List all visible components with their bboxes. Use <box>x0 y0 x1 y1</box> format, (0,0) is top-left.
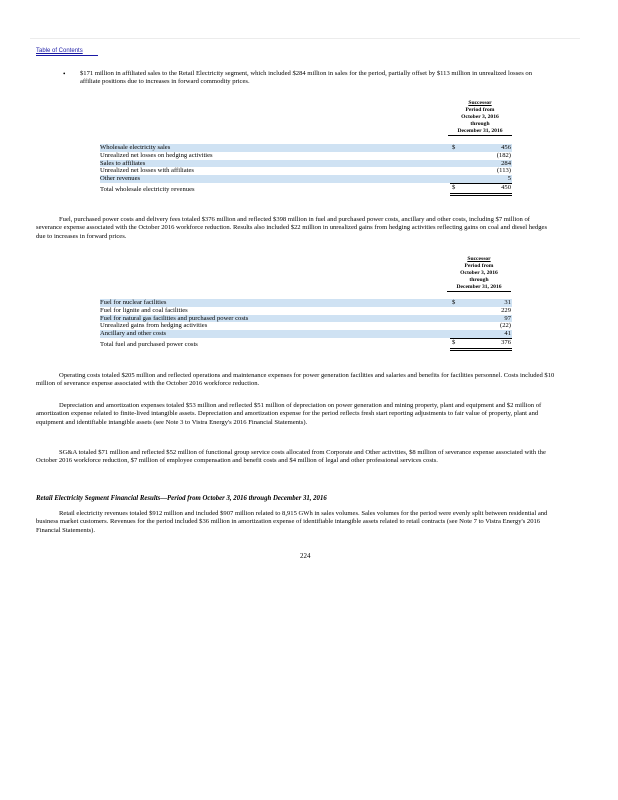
top-rule <box>30 38 580 39</box>
row-label: Total fuel and purchased power costs <box>100 341 198 349</box>
row-label: Fuel for lignite and coal facilities <box>100 306 188 314</box>
table-of-contents-link[interactable]: Table of Contents <box>36 48 83 54</box>
table1-header-line: through <box>470 121 490 127</box>
table-row <box>100 167 512 175</box>
table2-header-line: Period from <box>464 263 494 269</box>
fuel-paragraph: Fuel, purchased power costs and delivery fees totaled $376 million and reflected $398 million in fuel and purchased power costs, ancillary and other costs, including $7 million of severance expense associated with the October 2016 workforce reduction. Results also included $22 million in unrealized gains from hedging activities reflecting gains on coal and diesel hedges due to increases in forward prices. <box>36 216 548 240</box>
bullet-paragraph: $171 million in affiliated sales to the Retail Electricity segment, which included $284 million in sales for the period, partially offset by $113 million in unrealized losses on affiliate positions due to increases in forward commodity prices. <box>80 70 533 86</box>
row-currency <box>450 315 464 323</box>
row-currency: $ <box>450 299 464 307</box>
row-label: Other revenues <box>100 175 450 183</box>
row-value: 31 <box>464 299 512 307</box>
row-label: Total wholesale electricity revenues <box>100 186 195 194</box>
table1-header <box>448 100 512 136</box>
row-label: Fuel for nuclear facilities <box>100 299 450 307</box>
row-value: 41 <box>464 330 512 338</box>
operating-costs-paragraph: Operating costs totaled $205 million and reflected operations and maintenance expenses for power generation facilities and salaries and benefits for facilities personnel. Costs included $10 million of severance expense associated with the October 2016 workforce reduction. <box>36 372 555 388</box>
table1-header-line: December 31, 2016 <box>448 128 512 136</box>
row-value: 5 <box>464 175 512 183</box>
row-label: Unrealized net losses with affiliates <box>100 167 194 175</box>
row-currency <box>450 175 464 183</box>
row-value: 450 <box>464 183 512 194</box>
row-currency <box>450 307 464 315</box>
row-value: (113) <box>496 167 511 175</box>
row-label: Fuel for natural gas facilities and purchased power costs <box>100 315 450 323</box>
row-value: 376 <box>464 338 512 349</box>
table-row <box>100 307 512 315</box>
table1-header-line: Period from <box>465 107 495 113</box>
table2-header-line: December 31, 2016 <box>447 284 511 292</box>
table-row <box>100 175 512 183</box>
table-row <box>100 152 512 160</box>
table2-header-line: through <box>469 277 489 283</box>
row-label: Ancillary and other costs <box>100 330 450 338</box>
table-total-row <box>100 183 512 194</box>
table2-header-line: October 3, 2016 <box>460 270 498 276</box>
row-currency <box>450 160 464 168</box>
depreciation-paragraph: Depreciation and amortization expenses totaled $53 million and reflected $51 million of depreciation on power generation and mining property, plant and equipment and $2 million of amortization expense related to finite-lived intangible assets. Depreciation and amortization expense for the period reflects fresh start reporting adjustments to fair value of property, plant and equipment and identifiable intangible assets (see Note 3 to Vistra Energy's 2016 Financial Statements). <box>36 402 542 426</box>
bullet-mark: • <box>63 70 66 78</box>
sga-paragraph: SG&A totaled $71 million and reflected $52 million of functional group service costs allocated from Corporate and Other activities, $8 million of severance expense associated with the October 2016 workforce reduction, $7 million of employee compensation and benefit costs and $4 million of legal and other professional services costs. <box>36 449 546 465</box>
row-currency <box>450 167 464 175</box>
row-value: 229 <box>501 306 511 314</box>
row-value: (182) <box>496 151 511 159</box>
table-total-row <box>100 338 512 349</box>
table1-header-line: October 3, 2016 <box>461 114 499 120</box>
wholesale-revenues-table <box>100 144 512 196</box>
row-label: Unrealized net losses on hedging activities <box>100 151 213 159</box>
table-row <box>100 299 512 307</box>
row-value: 97 <box>464 315 512 323</box>
table-row <box>100 322 512 330</box>
row-label: Sales to affiliates <box>100 160 450 168</box>
row-value: 284 <box>464 160 512 168</box>
retail-revenues-paragraph: Retail electricity revenues totaled $912 million and included $907 million related to 8,915 GWh in sales volumes. Sales volumes for the period were evenly split between residential and business market customers. Revenues for the period included $36 million in amortization expense of identifiable intangible assets related to retail contracts (see Note 7 to Vistra Energy's 2016 Financial Statements). <box>36 510 548 534</box>
table-row <box>100 160 512 168</box>
row-label: Wholesale electricity sales <box>100 144 450 152</box>
table2-header <box>447 256 511 292</box>
row-currency: $ <box>450 144 464 152</box>
table-row <box>100 315 512 323</box>
table-row <box>100 144 512 152</box>
page-number: 224 <box>300 552 311 560</box>
section-title: Retail Electricity Segment Financial Results—Period from October 3, 2016 through December 31, 2016 <box>36 495 327 502</box>
row-currency <box>450 322 464 330</box>
row-currency: $ <box>450 338 464 349</box>
table2-header-line: Successor <box>467 256 491 262</box>
row-currency: $ <box>450 183 464 194</box>
table1-header-line: Successor <box>468 100 492 106</box>
row-label: Unrealized gains from hedging activities <box>100 322 208 330</box>
row-value: 456 <box>464 144 512 152</box>
row-currency <box>450 330 464 338</box>
row-value: (22) <box>500 322 511 330</box>
fuel-costs-table <box>100 299 512 351</box>
toc-underline <box>36 55 98 56</box>
row-currency <box>450 152 464 160</box>
table-row <box>100 330 512 338</box>
